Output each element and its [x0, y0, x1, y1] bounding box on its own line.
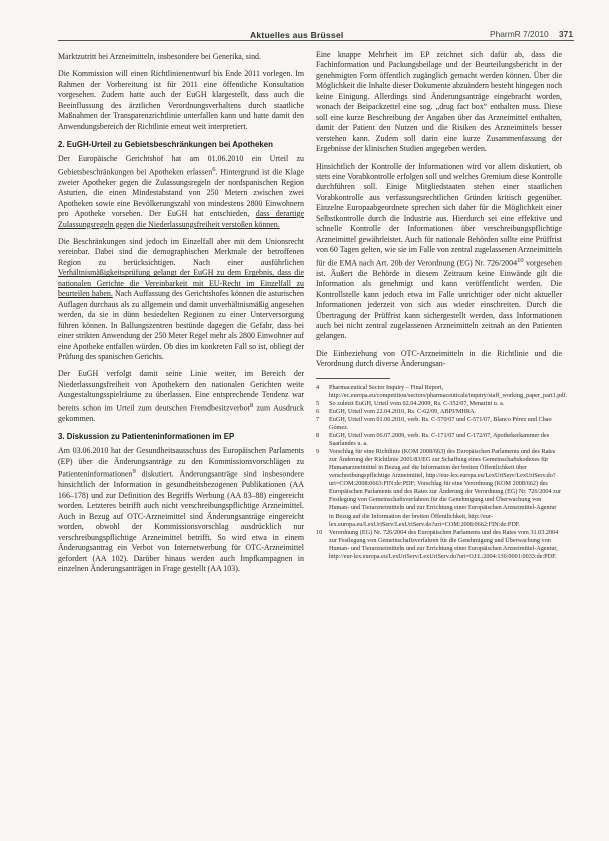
paragraph — [58, 154, 304, 230]
footnote-number: 7 — [316, 415, 320, 423]
text-run: Die Beschränkungen sind jedoch im Einzelfall aber mit dem Unionsrecht vereinbar. Dabei sind die demographischen Merkmale der betroffenen Region zu berücksichtigen. Nach einer ausführlichen — [58, 236, 304, 267]
text-run: vorgesehen ist. Äußert die Behörde in diesem Zeitraum keine Einwände gilt die Information als genehmigt und kann veröffentlicht werden. Die Kontrollstelle kann jedoch etwa im Falle unrichtiger oder nicht aktueller Informationen jederzeit von sich aus wieder einschreiten. Durch die Übertragung der Prüffrist kann sichergestellt werden, dass Informationen auch bei nicht zentral zugelassenen Arzneimitteln zeitnah an den Patienten gelangen. — [316, 258, 562, 341]
text-run: Am 03.06.2010 hat der Gesundheitsausschuss des Europäischen Parlaments (EP) über die Änderungsanträge zu den Kommissionsvorschlägen zu Patienteninformationen — [58, 446, 304, 479]
section-title: Aktuelles aus Brüssel — [250, 30, 344, 40]
journal-name: PharmR 7/2010 — [490, 29, 549, 39]
right-column — [316, 50, 568, 561]
footnote-item — [316, 408, 562, 416]
section-heading: 2. EuGH-Urteil zu Gebietsbeschränkungen bei Apotheken — [58, 140, 273, 150]
footnote-ref: 10 — [517, 256, 524, 264]
footnote-number: 6 — [316, 407, 320, 415]
footnote-ref: 9 — [132, 468, 136, 476]
page-number: 371 — [559, 29, 573, 39]
left-column — [58, 52, 304, 581]
footnotes — [316, 383, 568, 561]
footnote-item — [316, 416, 562, 432]
footnote-text: So zuletzt EuGH, Urteil vom 02.04.2009, Rs. C-352/07, Menarini u. a. — [329, 399, 505, 407]
paragraph — [58, 446, 304, 574]
paragraph: Die Einbeziehung von OTC-Arzneimitteln in die Richtlinie und die Verordnung durch diverse Änderungsan- — [316, 348, 562, 369]
footnote-item — [316, 400, 562, 408]
paragraph — [58, 237, 304, 362]
footnote-text: Pharmaceutical Sector Inquiry – Final Report, http://ec.europa.eu/competition/sectors/pharmaceuticals/inquiry/staff_working_paper_part1.pdf. — [329, 383, 568, 399]
text-run: . Hintergrund ist die Klage zweier Apotheker gegen die Zulassungsregeln der nordspanischen Region Asturien, die einen Mindestabstand von 250 Metern zwischen zwei Apotheken sowie eine Bevölkerungszahl von mindestens 2800 Einwohnern pro Apotheke vorsehen. Der EuGH hat entschieden, — [58, 167, 304, 219]
journal-header — [490, 29, 573, 39]
footnote-text: Verordnung (EG) Nr. 726/2004 des Europäischen Parlaments und des Rates vom 31.03.2004 zur Festlegung von Gemeinschaftsverfahren für die Genehmigung und Überwachung von Human- und Tierarzneimitteln und zur Errichtung einer Europäischen Arzneimittel-Agentur, http://eur-lex.europa.eu/LexUriServ/LexUriServ.do?uri=OJ:L:2004:136:0001:0033:de:PDF. — [329, 528, 559, 560]
text-run: Der EuGH verfolgt damit seine Linie weiter, im Bereich der Niederlassungsfreiheit von Apothekern den nationalen Gerichten weite Ausgestaltungsspielräume zu überlassen. Eine entsprechende Tendenz war bereits schon im Urteil zum deutschen Fremdbesitzverbot — [58, 369, 304, 413]
footnote-text: Vorschlag für eine Richtlinie (KOM 2008/663) des Europäischen Parlaments und des Rates zur Änderung der Richtlinie 2001/83/EG zur Schaffung eines Gemeinschaftskodexes für Humanarzneimittel in Bezug auf die Information der breiten Öffentlichkeit über verschreibungspflichtige Arzneimittel, http://eur-lex.europa.eu/LexUriServ/LexUriServ.do?uri=COM:2008:0663:FIN:de:PDF; Vorschlag für eine Verordnung (KOM 2008/662) des Europäischen Parlaments und des Rates zur Änderung der Verordnung (EG) Nr. 726/2004 zur Festlegung von Gemeinschaftsverfahren für die Genehmigung und Überwachung von Human- und Tierarzneimitteln und zur Errichtung einer Europäischen Arzneimittel-Agentur in Bezug auf die Information der breiten Öffentlichkeit, http://eur-lex.europa.eu/LexUriServ/LexUriServ.do?uri=COM:2008:0662:FIN:de:PDF. — [329, 448, 562, 528]
paragraph — [316, 162, 562, 342]
footnote-item — [316, 432, 562, 448]
text-run: zum Ausdruck gekommen. — [58, 403, 304, 423]
footnote-list — [316, 383, 568, 561]
footnote-number: 10 — [316, 528, 323, 536]
footnote-ref: 6 — [212, 165, 216, 173]
footnote-number: 9 — [316, 448, 320, 456]
footnote-text: EuGH, Urteil vom 22.04.2010, Rs. C-62/09, ABPI/MHRA. — [329, 407, 476, 415]
underlined-text: Verhältnismäßigkeitsprüfung gelangt der EuGH zu dem Ergebnis, dass die nationalen Gerichte die Vereinbarkeit mit EU-Recht im Einzelfall zu beurteilen haben. — [58, 268, 304, 299]
header-rule — [58, 40, 574, 41]
paragraph: Die Kommission will einen Richtlinienentwurf bis Ende 2011 vorlegen. Im Rahmen der Vorbereitung ist für 2011 eine öffentliche Konsultation vorgesehen. Zudem hatte auch der EuGH klargestellt, dass auch die Beeinflussung des ärztlichen Verordnungsverhaltens durch staatliche Maßnahmen der Transparenzrichtlinie unterfallen kann und hatte damit den Anwendungsbereich der Richtlinie erneut weit interpretiert. — [58, 69, 304, 131]
underlined-text: dass derartige Zulassungsregeln gegen die Niederlassungsfreiheit verstoßen können. — [58, 209, 305, 229]
footnote-item — [316, 529, 562, 561]
section-heading: 3. Diskussion zu Patienteninformationen im EP — [58, 432, 235, 442]
paragraph — [58, 369, 304, 424]
footnote-text: EuGH, Urteil vom 01.06.2010, verb. Rs. C-570/07 und C-571/07, Blanco Pérez und Chao Gómez. — [329, 415, 552, 432]
footnote-number: 5 — [316, 399, 320, 407]
footnote-number: 4 — [316, 383, 320, 391]
text-run: Nach Auffassung des Gerichtshofes können die asturischen Auflagen durchaus als zu allgemein und damit unverhältnismäßig angesehen werden, da sie in dünn besiedelten Regionen zu einer Unterversorgung führen können. In Ballungszentren bestünde dagegen die Gefahr, dass bei einer strikten Anwendung der 250 Meter Regel mehr als 2800 Einwohner auf eine Apotheke entfallen würden. Ob dies im konkreten Fall so ist, obliegt der Prüfung des spanischen Gerichts. — [58, 289, 304, 361]
paragraph: Eine knappe Mehrheit im EP zeichnet sich dafür ab, dass die Fachinformation und Packungsbeilage und der Beurteilungsbericht in der genehmigten Form öffentlich zugänglich gemacht werden können. Über die Möglichkeit die Inhalte dieser Dokumente abzuändern besteht hingegen noch keine Einigung. Allerdings sind Änderungsanträge eingebracht worden, wonach der Beipackzettel eine sog. „drug fact box“ enthalten muss. Diese soll eine kurze Beschreibung der Angaben über das Arzneimittel enthalten, damit der Patient den Nutzen und die Risiken des Arzneimittels besser verstehen kann. Zudem soll darin eine kurze Zusammenfassung der Ergebnisse der klinischen Studien angegeben werden. — [316, 50, 562, 154]
text-run: diskutiert. Änderungsanträge sind insbesondere hinsichtlich der Information in gesundheitsbezogenen Publikationen (AA 166–178) und zur Definition des Begriffs Werbung (AA 83–88) eingereicht worden. Letzteres betrifft auch nicht verschreibungspflichtige Arzneimittel. Auch in Bezug auf OTC-Arzneimittel sind Änderungsanträge eingereicht worden, obwohl der Kommissionsvorschlag ausdrücklich nur verschreibungspflichtige Arzneimittel betrifft. So wird etwa in einem Änderungsantrag ein Verbot von Internetwerbung für OTC-Arzneimittel gefordert (AA 102). Darüber hinaus werden auch Impfkampagnen in einzelnen Änderungsanträgen in Frage gestellt (AA 103). — [58, 469, 304, 573]
footnote-item — [316, 383, 568, 400]
footnote-ref: 8 — [249, 401, 254, 409]
text-run: Der Europäische Gerichtshof hat am 01.06.2010 ein Urteil zu Gebietsbeschränkungen bei Apotheken erlassen — [58, 154, 304, 177]
text-run: Hinsichtlich der Kontrolle der Informationen wird vor allem diskutiert, ob stets eine Vorabkontrolle erfolgen soll und welches Gremium diese Kontrolle durchführen soll. Einige Mitgliedstaaten stehen einer staatlichen Vorabkontrolle aus verfassungsrechtlichen Gründen kritisch gegenüber. Einzelne Europaabgeordnete sprechen sich daher für die Möglichkeit einer Selbstkontrolle durch die Industrie aus. Hierdurch sei eine effektive und schnelle Kontrolle der Informationen über verschreibungspflichtige Arzneimittel gewährleistet. Auch für nationale Behörden sollte eine Prüffrist von 60 Tagen gelten, wie sie im Falle von zentral zugelassenen Arzneimitteln für die EMA nach Art. 20b der Verordnung (EG) Nr. 726/2004 — [316, 161, 562, 268]
footnote-number: 8 — [316, 432, 320, 440]
footnote-rule — [316, 378, 390, 379]
footnote-item — [316, 448, 562, 528]
paragraph: Marktzutritt bei Arzneimitteln, insbesondere bei Generika, sind. — [58, 52, 262, 61]
footnote-text: EuGH, Urteil vom 06.07.2009, verb. Rs. C-171/07 und C-172/07, Apothekerkammer des Saarlandes u. a. — [329, 432, 550, 448]
